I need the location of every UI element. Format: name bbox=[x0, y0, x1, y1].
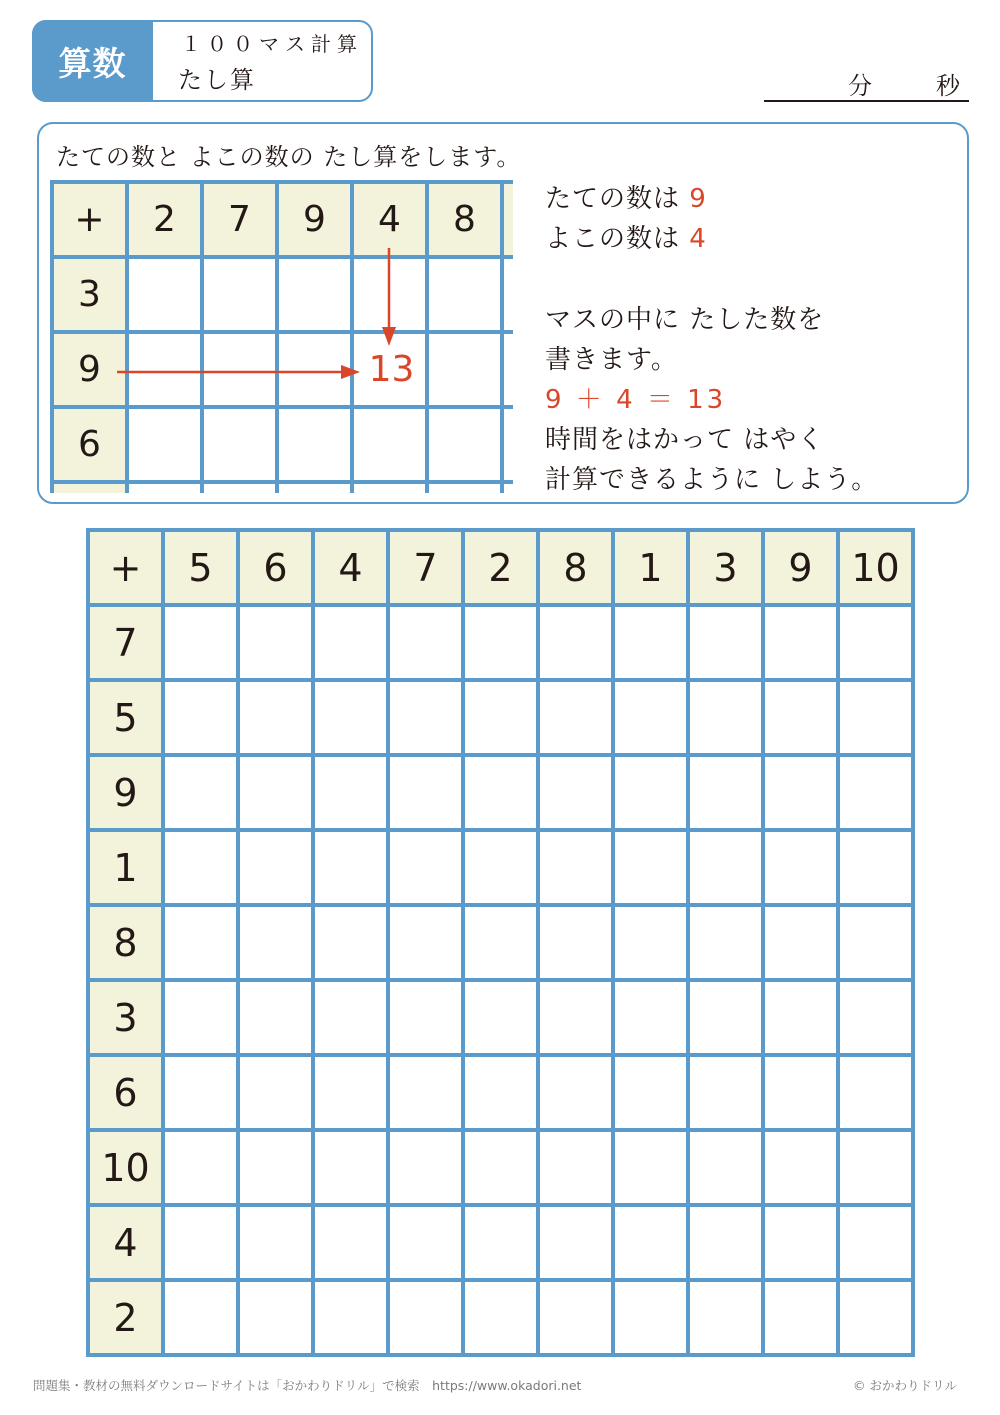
answer-cell[interactable] bbox=[763, 830, 838, 905]
answer-cell[interactable] bbox=[838, 755, 913, 830]
answer-cell[interactable] bbox=[613, 905, 688, 980]
answer-cell[interactable] bbox=[763, 1130, 838, 1205]
answer-cell[interactable] bbox=[838, 1055, 913, 1130]
answer-cell[interactable] bbox=[688, 605, 763, 680]
answer-cell[interactable] bbox=[463, 905, 538, 980]
answer-cell[interactable] bbox=[613, 680, 688, 755]
answer-cell[interactable] bbox=[763, 980, 838, 1055]
answer-cell[interactable] bbox=[238, 830, 313, 905]
grid-line bbox=[686, 528, 690, 1357]
answer-cell[interactable] bbox=[388, 905, 463, 980]
row-header-cell: 7 bbox=[88, 605, 163, 680]
minutes-label: 分 bbox=[848, 72, 872, 100]
example-equation: 9 ＋ 4 ＝ 13 bbox=[545, 385, 727, 415]
answer-cell[interactable] bbox=[463, 1280, 538, 1355]
subject-label: 算数 bbox=[32, 20, 153, 102]
grid-line bbox=[236, 528, 240, 1357]
answer-cell[interactable] bbox=[163, 605, 238, 680]
answer-cell[interactable] bbox=[313, 755, 388, 830]
answer-cell[interactable] bbox=[538, 1130, 613, 1205]
answer-cell[interactable] bbox=[388, 605, 463, 680]
grid-line bbox=[86, 603, 915, 607]
seconds-label: 秒 bbox=[936, 72, 960, 100]
answer-cell[interactable] bbox=[313, 1130, 388, 1205]
answer-cell[interactable] bbox=[763, 905, 838, 980]
column-header-cell: 7 bbox=[202, 182, 277, 257]
answer-cell[interactable] bbox=[688, 905, 763, 980]
answer-cell[interactable] bbox=[763, 1280, 838, 1355]
answer-cell[interactable] bbox=[838, 980, 913, 1055]
answer-cell[interactable] bbox=[838, 905, 913, 980]
answer-cell[interactable] bbox=[388, 1280, 463, 1355]
row-header-cell: 9 bbox=[52, 332, 127, 407]
grid-line bbox=[761, 528, 765, 1357]
answer-cell[interactable] bbox=[688, 755, 763, 830]
grid-line bbox=[86, 528, 90, 1357]
answer-cell[interactable] bbox=[388, 1205, 463, 1280]
answer-cell[interactable] bbox=[838, 605, 913, 680]
answer-cell[interactable] bbox=[538, 980, 613, 1055]
answer-cell[interactable] bbox=[613, 755, 688, 830]
answer-cell[interactable] bbox=[838, 1280, 913, 1355]
answer-cell[interactable] bbox=[313, 1280, 388, 1355]
operator-cell: + bbox=[52, 182, 127, 257]
example-answer: 13 bbox=[368, 349, 415, 390]
answer-cell[interactable] bbox=[163, 1205, 238, 1280]
row-header-cell: 6 bbox=[52, 407, 127, 482]
answer-cell[interactable] bbox=[613, 605, 688, 680]
column-header-cell: 8 bbox=[427, 182, 502, 257]
answer-cell[interactable] bbox=[538, 830, 613, 905]
answer-cell[interactable] bbox=[613, 830, 688, 905]
answer-cell[interactable] bbox=[163, 755, 238, 830]
grid-line bbox=[386, 528, 390, 1357]
column-header-cell: 6 bbox=[238, 530, 313, 605]
answer-cell[interactable] bbox=[313, 680, 388, 755]
answer-cell[interactable] bbox=[388, 830, 463, 905]
column-header-cell: 9 bbox=[277, 182, 352, 257]
worksheet-title: たし算 bbox=[178, 66, 256, 94]
answer-cell[interactable] bbox=[763, 1205, 838, 1280]
answer-cell[interactable] bbox=[163, 905, 238, 980]
answer-cell[interactable] bbox=[538, 1280, 613, 1355]
row-header-cell: 3 bbox=[52, 257, 127, 332]
grid-line bbox=[536, 528, 540, 1357]
grid-line bbox=[311, 528, 315, 1357]
answer-cell[interactable] bbox=[688, 1280, 763, 1355]
answer-cell[interactable] bbox=[463, 830, 538, 905]
example-grid bbox=[50, 180, 513, 493]
row-header-cell: 5 bbox=[88, 680, 163, 755]
time-entry-line[interactable] bbox=[764, 100, 969, 102]
answer-cell[interactable] bbox=[238, 905, 313, 980]
grid-line bbox=[86, 978, 915, 982]
row-header-cell: 1 bbox=[88, 830, 163, 905]
answer-cell[interactable] bbox=[838, 1130, 913, 1205]
hundred-square-grid bbox=[86, 528, 914, 1356]
answer-cell[interactable] bbox=[613, 1205, 688, 1280]
answer-cell[interactable] bbox=[163, 1130, 238, 1205]
grid-line bbox=[86, 1053, 915, 1057]
answer-cell[interactable] bbox=[163, 830, 238, 905]
example-horizontal-line: よこの数は 4 bbox=[545, 224, 707, 254]
answer-cell[interactable] bbox=[463, 1205, 538, 1280]
example-instruction-1: マスの中に たした数を bbox=[545, 305, 825, 335]
answer-cell[interactable] bbox=[613, 1280, 688, 1355]
grid-line bbox=[836, 528, 840, 1357]
answer-cell[interactable] bbox=[463, 605, 538, 680]
answer-cell[interactable] bbox=[838, 680, 913, 755]
answer-cell[interactable] bbox=[838, 1205, 913, 1280]
row-header-cell: 10 bbox=[88, 1130, 163, 1205]
grid-line bbox=[86, 1278, 915, 1282]
answer-cell[interactable] bbox=[538, 905, 613, 980]
answer-cell[interactable] bbox=[238, 605, 313, 680]
grid-line bbox=[86, 903, 915, 907]
answer-cell[interactable] bbox=[388, 980, 463, 1055]
answer-cell[interactable] bbox=[463, 980, 538, 1055]
answer-cell[interactable] bbox=[238, 680, 313, 755]
column-header-cell: 7 bbox=[388, 530, 463, 605]
grid-line bbox=[461, 528, 465, 1357]
answer-cell[interactable] bbox=[163, 680, 238, 755]
answer-cell[interactable] bbox=[313, 1205, 388, 1280]
answer-cell[interactable] bbox=[163, 980, 238, 1055]
answer-cell[interactable] bbox=[613, 1055, 688, 1130]
answer-cell[interactable] bbox=[538, 1205, 613, 1280]
footer-site-info: 問題集・教材の無料ダウンロードサイトは「おかわりドリル」で検索 https://www.okadori.net bbox=[33, 1378, 582, 1393]
answer-cell[interactable] bbox=[688, 1130, 763, 1205]
answer-cell[interactable] bbox=[463, 680, 538, 755]
column-header-cell: 10 bbox=[838, 530, 913, 605]
answer-cell[interactable] bbox=[613, 1130, 688, 1205]
row-header-cell: 4 bbox=[88, 1205, 163, 1280]
answer-cell[interactable] bbox=[763, 680, 838, 755]
answer-cell[interactable] bbox=[763, 1055, 838, 1130]
example-vertical-line: たての数は 9 bbox=[545, 184, 707, 214]
row-header-cell: 9 bbox=[88, 755, 163, 830]
answer-cell[interactable] bbox=[238, 1130, 313, 1205]
example-instruction-4: 計算できるように しよう。 bbox=[545, 465, 879, 495]
grid-line bbox=[911, 528, 915, 1357]
row-header-cell: 6 bbox=[88, 1055, 163, 1130]
answer-cell[interactable] bbox=[538, 1055, 613, 1130]
answer-cell[interactable] bbox=[313, 905, 388, 980]
grid-line bbox=[611, 528, 615, 1357]
answer-cell[interactable] bbox=[388, 680, 463, 755]
answer-cell[interactable] bbox=[688, 680, 763, 755]
row-header-cell: 8 bbox=[88, 905, 163, 980]
answer-cell[interactable] bbox=[163, 1055, 238, 1130]
answer-cell[interactable] bbox=[313, 605, 388, 680]
column-header-cell: 9 bbox=[763, 530, 838, 605]
answer-cell[interactable] bbox=[763, 755, 838, 830]
answer-cell[interactable] bbox=[688, 1055, 763, 1130]
instruction-title: たての数と よこの数の たし算をします。 bbox=[56, 143, 522, 171]
answer-cell[interactable] bbox=[238, 1280, 313, 1355]
operator-cell: + bbox=[88, 530, 163, 605]
column-header-cell: 2 bbox=[127, 182, 202, 257]
answer-cell[interactable] bbox=[688, 1205, 763, 1280]
answer-cell[interactable] bbox=[463, 1055, 538, 1130]
grid-line bbox=[86, 678, 915, 682]
answer-cell[interactable] bbox=[538, 605, 613, 680]
answer-cell[interactable] bbox=[238, 1055, 313, 1130]
answer-cell[interactable] bbox=[313, 980, 388, 1055]
grid-line bbox=[161, 528, 165, 1357]
column-header-cell: 5 bbox=[163, 530, 238, 605]
answer-cell[interactable] bbox=[613, 980, 688, 1055]
answer-cell[interactable] bbox=[238, 980, 313, 1055]
answer-cell[interactable] bbox=[313, 1055, 388, 1130]
answer-cell[interactable] bbox=[538, 755, 613, 830]
answer-cell[interactable] bbox=[388, 1130, 463, 1205]
column-header-cell: 1 bbox=[613, 530, 688, 605]
column-header-cell: 4 bbox=[352, 182, 427, 257]
grid-line bbox=[86, 528, 915, 532]
answer-cell[interactable] bbox=[163, 1280, 238, 1355]
answer-cell[interactable] bbox=[838, 830, 913, 905]
answer-cell[interactable] bbox=[313, 830, 388, 905]
example-arrows-icon bbox=[50, 180, 513, 493]
answer-cell[interactable] bbox=[538, 680, 613, 755]
answer-cell[interactable] bbox=[688, 980, 763, 1055]
column-header-cell: 2 bbox=[463, 530, 538, 605]
example-instruction-2: 書きます。 bbox=[545, 345, 678, 375]
answer-cell[interactable] bbox=[688, 830, 763, 905]
answer-cell[interactable] bbox=[763, 605, 838, 680]
row-header-cell: 3 bbox=[88, 980, 163, 1055]
answer-cell[interactable] bbox=[463, 755, 538, 830]
answer-cell[interactable] bbox=[238, 755, 313, 830]
grid-line bbox=[86, 753, 915, 757]
column-header-cell: 8 bbox=[538, 530, 613, 605]
column-header-cell: 4 bbox=[313, 530, 388, 605]
answer-cell[interactable] bbox=[463, 1130, 538, 1205]
row-header-cell: 2 bbox=[88, 1280, 163, 1355]
answer-cell[interactable] bbox=[388, 755, 463, 830]
grid-line bbox=[86, 1353, 915, 1357]
grid-line bbox=[86, 828, 915, 832]
footer-copyright: © おかわりドリル bbox=[853, 1378, 957, 1393]
column-header-cell: 3 bbox=[688, 530, 763, 605]
grid-line bbox=[86, 1128, 915, 1132]
grid-line bbox=[86, 1203, 915, 1207]
worksheet-type: １００マス計算 bbox=[181, 32, 363, 56]
answer-cell[interactable] bbox=[238, 1205, 313, 1280]
answer-cell[interactable] bbox=[388, 1055, 463, 1130]
example-instruction-3: 時間をはかって はやく bbox=[545, 425, 825, 455]
